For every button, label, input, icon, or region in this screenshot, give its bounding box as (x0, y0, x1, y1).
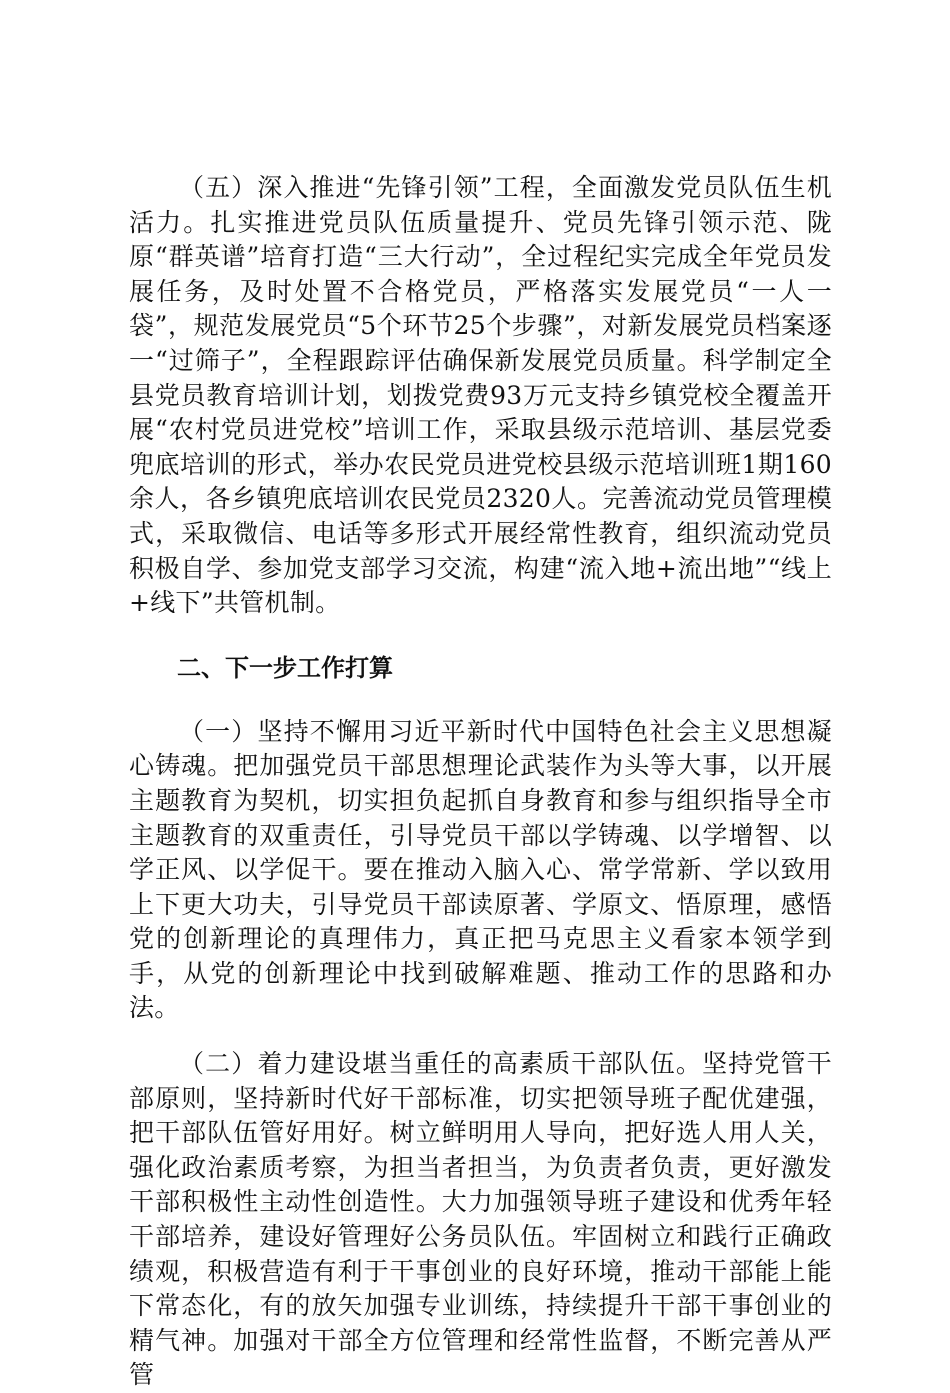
paragraph-five: （五）深入推进“先锋引领”工程，全面激发党员队伍生机活力。扎实推进党员队伍质量提升、党员先锋引领示范、陇原“群英谱”培育打造“三大行动”，全过程纪实完成全年党员发展任务，及时处置不合格党员，严格落实发展党员“一人一袋”，规范发展党员“5个环节25个步骤”，对新发展党员档案逐一“过筛子”，全程跟踪评估确保新发展党员质量。科学制定全县党员教育培训计划，划拨党费93万元支持乡镇党校全覆盖开展“农村党员进党校”培训工作，采取县级示范培训、基层党委兜底培训的形式，举办农民党员进党校县级示范培训班1期160余人，各乡镇兜底培训农民党员2320人。完善流动党员管理模式，采取微信、电话等多形式开展经常性教育，组织流动党员积极自学、参加党支部学习交流，构建“流入地+流出地”“线上+线下”共管机制。 (129, 173, 832, 618)
paragraph-next-two: （二）着力建设堪当重任的高素质干部队伍。坚持党管干部原则，坚持新时代好干部标准，切实把领导班子配优建强，把干部队伍管好用好。树立鲜明用人导向，把好选人用人关，强化政治素质考察，为担当者担当，为负责者负责，更好激发干部积极性主动性创造性。大力加强领导班子建设和优秀年轻干部培养，建设好管理好公务员队伍。牢固树立和践行正确政绩观，积极营造有利于干事创业的良好环境，推动干部能上能下常态化，有的放矢加强专业训练，持续提升干部干事创业的精气神。加强对干部全方位管理和经常性监督，不断完善从严管 (129, 1049, 832, 1390)
section-heading: 二、下一步工作打算 (177, 653, 393, 682)
paragraph-gap (129, 1026, 832, 1047)
paragraph-next-one: （一）坚持不懈用习近平新时代中国特色社会主义思想凝心铸魂。把加强党员干部思想理论武装作为头等大事，以开展主题教育为契机，切实担负起抓自身教育和参与组织指导全市主题教育的双重责任，引导党员干部以学铸魂、以学增智、以学正风、以学促干。要在推动入脑入心、常学常新、学以致用上下更大功夫，引导党员干部读原著、学原文、悟原理，感悟党的创新理论的真理伟力，真正把马克思主义看家本领学到手，从党的创新理论中找到破解难题、推动工作的思路和办法。 (129, 716, 832, 1023)
document-body (129, 171, 832, 1393)
